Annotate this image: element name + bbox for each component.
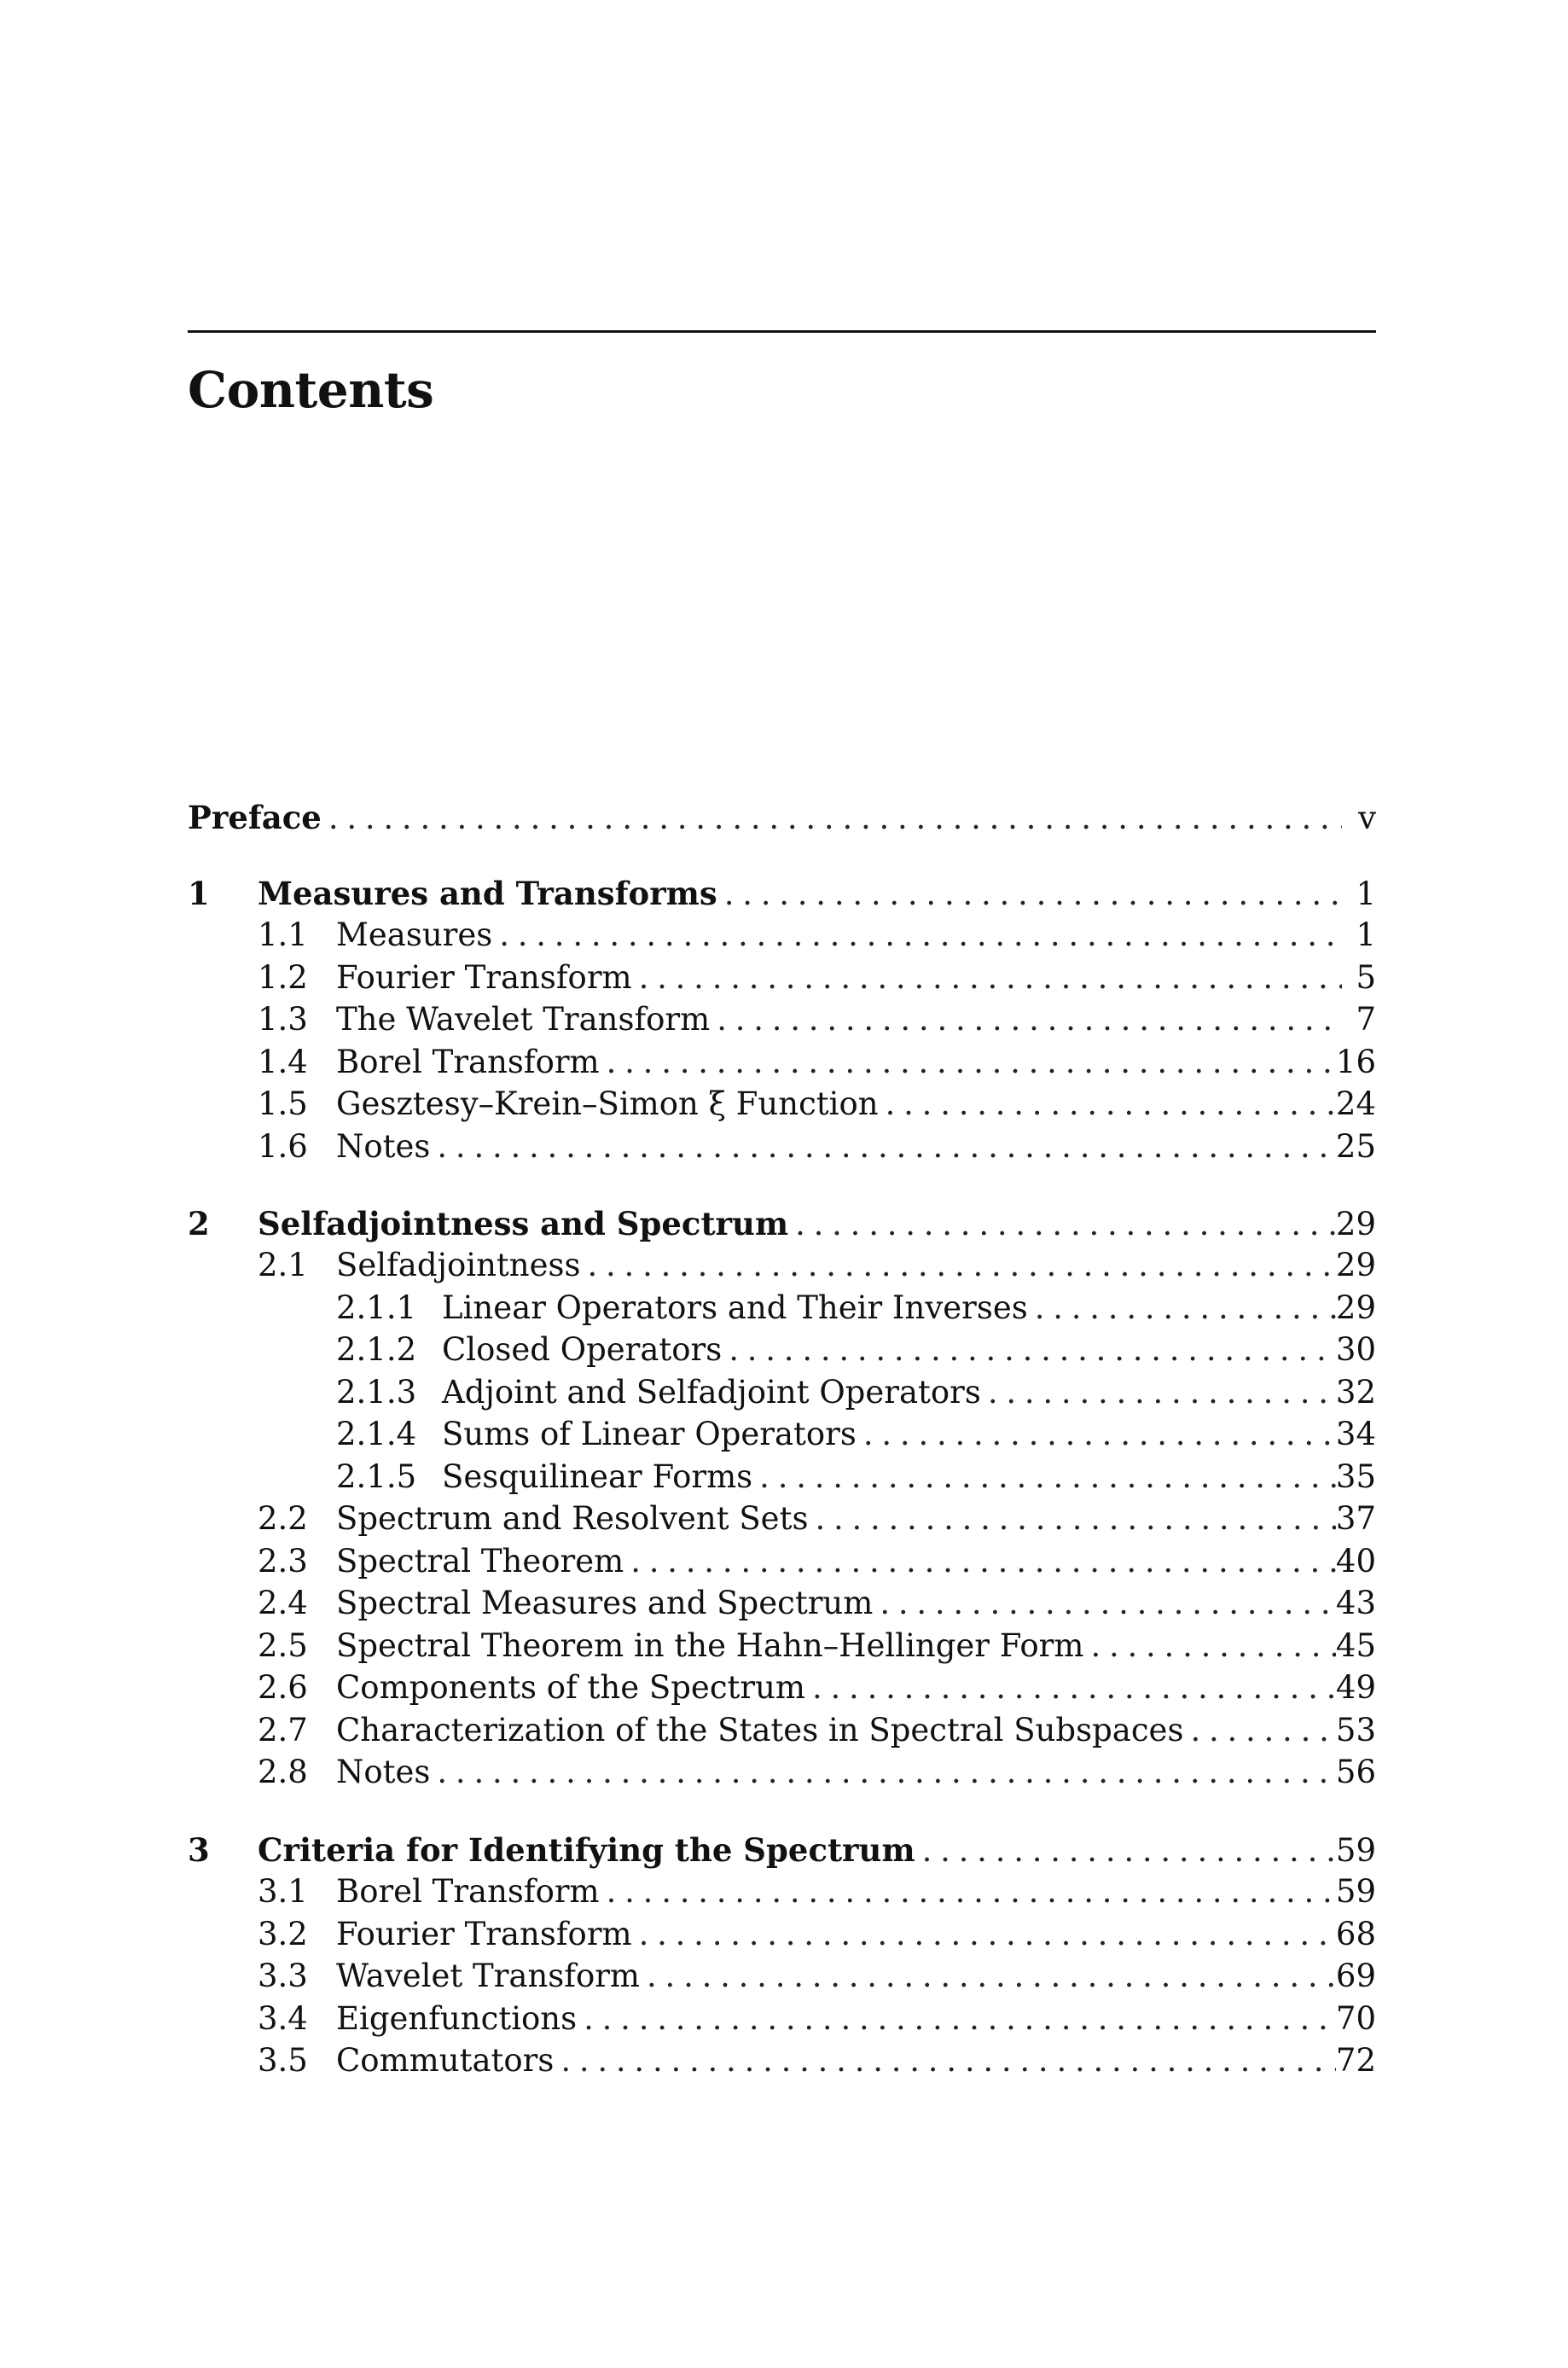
toc-entry-preface[interactable] bbox=[188, 798, 1376, 837]
toc-entry-subsection[interactable] bbox=[188, 1373, 1376, 1412]
toc-leader-dots bbox=[722, 1330, 1336, 1370]
toc-entry-label: Sesquilinear Forms bbox=[442, 1458, 753, 1495]
toc-leader-dots bbox=[640, 1957, 1336, 1996]
toc-entry-subsection[interactable] bbox=[188, 1289, 1376, 1328]
toc-leader-dots bbox=[492, 916, 1342, 955]
toc-entry-number: 1.5 bbox=[258, 1085, 308, 1122]
toc-entry-subsection[interactable] bbox=[188, 1415, 1376, 1454]
toc-entry-label: Spectral Measures and Spectrum bbox=[336, 1585, 874, 1621]
toc-entry-page: 53 bbox=[1335, 1712, 1376, 1748]
toc-entry-page: 40 bbox=[1335, 1543, 1376, 1580]
toc-entry-number: 1 bbox=[188, 875, 210, 912]
toc-entry-label: Fourier Transform bbox=[336, 1916, 632, 1952]
header-rule bbox=[188, 330, 1376, 333]
toc-entry-section[interactable] bbox=[188, 1626, 1376, 1666]
toc-entry-section[interactable] bbox=[188, 1915, 1376, 1954]
toc-entry-number: 2 bbox=[188, 1205, 210, 1242]
toc-entry-label: Borel Transform bbox=[336, 1044, 600, 1080]
toc-entry-section[interactable] bbox=[188, 916, 1376, 955]
toc-entry-page: 43 bbox=[1335, 1585, 1376, 1621]
toc-leader-dots bbox=[857, 1415, 1336, 1454]
toc-entry-section[interactable] bbox=[188, 1043, 1376, 1082]
toc-entry-label: Eigenfunctions bbox=[336, 2000, 578, 2037]
toc-entry-label: Linear Operators and Their Inverses bbox=[442, 1289, 1028, 1326]
toc-entry-section[interactable] bbox=[188, 1668, 1376, 1708]
toc-leader-dots bbox=[717, 875, 1342, 914]
toc-entry-page: 49 bbox=[1335, 1669, 1376, 1706]
toc-entry-number: 2.1.3 bbox=[336, 1374, 417, 1411]
toc-leader-dots bbox=[430, 1127, 1336, 1167]
toc-entry-number: 1.1 bbox=[258, 916, 308, 953]
toc-entry-page: 34 bbox=[1335, 1416, 1376, 1452]
toc-entry-number: 3.3 bbox=[258, 1958, 308, 1994]
toc-entry-page: 30 bbox=[1335, 1331, 1376, 1368]
toc-entry-number: 1.4 bbox=[258, 1044, 308, 1080]
toc-entry-page: 29 bbox=[1335, 1289, 1376, 1326]
toc-entry-label: Characterization of the States in Spectral Subspaces bbox=[336, 1712, 1184, 1748]
toc-entry-page: 1 bbox=[1356, 876, 1376, 912]
toc-entry-number: 2.1.2 bbox=[336, 1331, 417, 1368]
toc-entry-label: The Wavelet Transform bbox=[336, 1001, 711, 1038]
toc-entry-label: Selfadjointness and Spectrum bbox=[258, 1205, 789, 1242]
toc-entry-number: 3.4 bbox=[258, 2000, 308, 2037]
page-title: Contents bbox=[188, 361, 434, 419]
toc-entry-chapter-2[interactable] bbox=[188, 1204, 1376, 1243]
toc-entry-page: 29 bbox=[1335, 1247, 1376, 1283]
toc-entry-page: 29 bbox=[1335, 1206, 1376, 1242]
toc-entry-section[interactable] bbox=[188, 1085, 1376, 1124]
toc-entry-subsection[interactable] bbox=[188, 1330, 1376, 1370]
toc-entry-section[interactable] bbox=[188, 1127, 1376, 1167]
toc-entry-number: 2.1.5 bbox=[336, 1458, 417, 1495]
toc-leader-dots bbox=[873, 1584, 1336, 1623]
toc-leader-dots bbox=[600, 1872, 1336, 1911]
toc-entry-number: 2.1.4 bbox=[336, 1416, 417, 1452]
toc-leader-dots bbox=[624, 1542, 1336, 1581]
toc-entry-section[interactable] bbox=[188, 1957, 1376, 1996]
toc-entry-label: Fourier Transform bbox=[336, 959, 632, 996]
toc-entry-section[interactable] bbox=[188, 1872, 1376, 1911]
toc-entry-page: 69 bbox=[1335, 1958, 1376, 1994]
toc-entry-number: 2.1 bbox=[258, 1247, 308, 1283]
toc-entry-number: 2.3 bbox=[258, 1543, 308, 1580]
toc-entry-number: 3.1 bbox=[258, 1873, 308, 1910]
toc-leader-dots bbox=[808, 1499, 1335, 1539]
toc-entry-number: 3 bbox=[188, 1831, 210, 1869]
toc-entry-page: 35 bbox=[1335, 1458, 1376, 1495]
toc-entry-label: Wavelet Transform bbox=[336, 1958, 641, 1994]
toc-entry-label: Closed Operators bbox=[442, 1331, 723, 1368]
toc-entry-page: 25 bbox=[1335, 1128, 1376, 1165]
toc-entry-label: Spectral Theorem in the Hahn–Hellinger Form bbox=[336, 1627, 1084, 1664]
toc-entry-section[interactable] bbox=[188, 1246, 1376, 1285]
toc-entry-label: Components of the Spectrum bbox=[336, 1669, 806, 1706]
toc-entry-label: Gesztesy–Krein–Simon ξ Function bbox=[336, 1085, 879, 1122]
toc-entry-label: Spectrum and Resolvent Sets bbox=[336, 1500, 809, 1537]
toc-entry-number: 3.5 bbox=[258, 2042, 308, 2079]
toc-entry-label: Measures and Transforms bbox=[258, 875, 717, 912]
toc-entry-page: 70 bbox=[1335, 2000, 1376, 2037]
toc-leader-dots bbox=[805, 1668, 1336, 1708]
toc-entry-label: Borel Transform bbox=[336, 1873, 600, 1910]
toc-entry-label: Measures bbox=[336, 916, 493, 953]
toc-entry-page: 59 bbox=[1335, 1873, 1376, 1910]
toc-entry-number: 1.2 bbox=[258, 959, 308, 996]
toc-entry-subsection[interactable] bbox=[188, 1457, 1376, 1497]
toc-entry-label: Spectral Theorem bbox=[336, 1543, 624, 1580]
toc-entry-page: 56 bbox=[1335, 1754, 1376, 1790]
toc-entry-page: 1 bbox=[1356, 916, 1376, 953]
toc-entry-label: Selfadjointness bbox=[336, 1247, 581, 1283]
toc-entry-number: 2.1.1 bbox=[336, 1289, 417, 1326]
toc-entry-section[interactable] bbox=[188, 2041, 1376, 2080]
toc-leader-dots bbox=[577, 1999, 1336, 2039]
toc-entry-label: Notes bbox=[336, 1754, 431, 1790]
toc-entry-section[interactable] bbox=[188, 1542, 1376, 1581]
toc-leader-dots bbox=[632, 958, 1342, 998]
toc-entry-page: 32 bbox=[1335, 1374, 1376, 1411]
toc-entry-number: 2.8 bbox=[258, 1754, 308, 1790]
toc-entry-page: 59 bbox=[1335, 1832, 1376, 1869]
toc-entry-page: 37 bbox=[1335, 1500, 1376, 1537]
toc-leader-dots bbox=[879, 1085, 1336, 1124]
toc-leader-dots bbox=[981, 1373, 1336, 1412]
toc-leader-dots bbox=[322, 799, 1342, 838]
toc-leader-dots bbox=[581, 1246, 1336, 1285]
toc-entry-chapter-1[interactable] bbox=[188, 874, 1376, 913]
toc-leader-dots bbox=[752, 1457, 1336, 1497]
toc-entry-page: v bbox=[1358, 800, 1376, 836]
toc-entry-section[interactable] bbox=[188, 1999, 1376, 2039]
toc-leader-dots bbox=[430, 1753, 1336, 1792]
toc-entry-label: Preface bbox=[188, 799, 322, 836]
toc-entry-label: Sums of Linear Operators bbox=[442, 1416, 857, 1452]
toc-entry-section[interactable] bbox=[188, 958, 1376, 998]
toc-entry-chapter-3[interactable] bbox=[188, 1830, 1376, 1870]
toc-leader-dots bbox=[710, 1000, 1342, 1039]
toc-leader-dots bbox=[600, 1043, 1336, 1082]
toc-entry-section[interactable] bbox=[188, 1711, 1376, 1750]
toc-entry-section[interactable] bbox=[188, 1753, 1376, 1792]
toc-entry-page: 72 bbox=[1335, 2042, 1376, 2079]
toc-entry-page: 7 bbox=[1356, 1001, 1376, 1038]
toc-entry-number: 3.2 bbox=[258, 1916, 308, 1952]
toc-entry-number: 2.4 bbox=[258, 1585, 308, 1621]
toc-leader-dots bbox=[1028, 1289, 1336, 1328]
toc-entry-page: 45 bbox=[1335, 1627, 1376, 1664]
toc-entry-number: 2.5 bbox=[258, 1627, 308, 1664]
toc-leader-dots bbox=[915, 1831, 1336, 1871]
toc-leader-dots bbox=[554, 2041, 1336, 2080]
toc-leader-dots bbox=[632, 1915, 1336, 1954]
toc-entry-page: 68 bbox=[1335, 1916, 1376, 1952]
toc-entry-section[interactable] bbox=[188, 1000, 1376, 1039]
toc-entry-page: 16 bbox=[1335, 1044, 1376, 1080]
toc-entry-label: Notes bbox=[336, 1128, 431, 1165]
toc-entry-section[interactable] bbox=[188, 1584, 1376, 1623]
toc-entry-number: 2.6 bbox=[258, 1669, 308, 1706]
toc-entry-section[interactable] bbox=[188, 1499, 1376, 1539]
toc-leader-dots bbox=[1183, 1711, 1335, 1750]
toc-entry-number: 1.6 bbox=[258, 1128, 308, 1165]
toc-entry-label: Criteria for Identifying the Spectrum bbox=[258, 1831, 915, 1869]
toc-leader-dots bbox=[788, 1205, 1336, 1244]
toc-entry-label: Adjoint and Selfadjoint Operators bbox=[442, 1374, 981, 1411]
toc-leader-dots bbox=[1083, 1626, 1335, 1666]
toc-entry-page: 24 bbox=[1335, 1085, 1376, 1122]
toc-entry-number: 2.2 bbox=[258, 1500, 308, 1537]
toc-entry-page: 5 bbox=[1356, 959, 1376, 996]
toc-entry-number: 1.3 bbox=[258, 1001, 308, 1038]
toc-entry-label: Commutators bbox=[336, 2042, 555, 2079]
toc-entry-number: 2.7 bbox=[258, 1712, 308, 1748]
